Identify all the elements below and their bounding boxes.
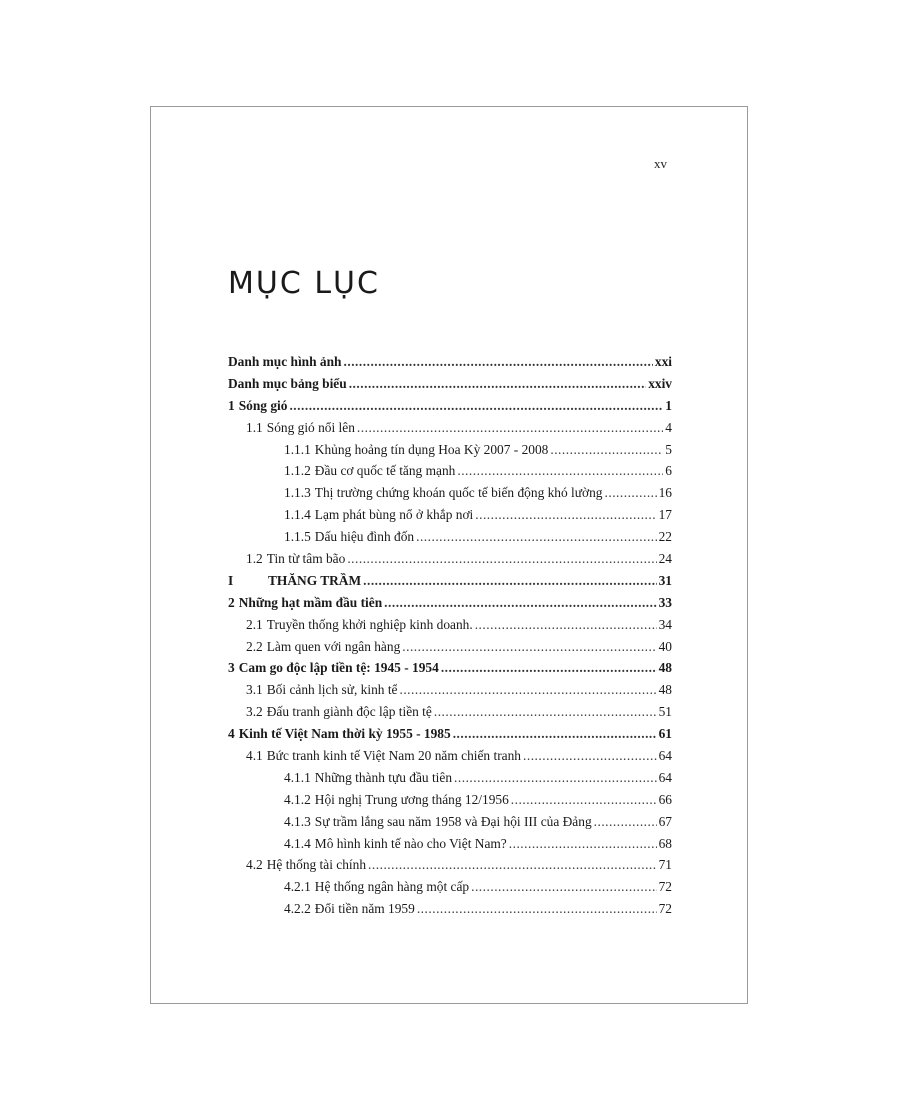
toc-entry-page: 72 (658, 901, 672, 917)
toc-entry-title: Cam go độc lập tiền tệ: 1945 - 1954 (238, 660, 439, 676)
toc-entry-number: 2.2 (246, 638, 263, 654)
toc-dot-leader (357, 420, 663, 436)
toc-entry-title: THĂNG TRẦM (268, 572, 362, 588)
toc-dot-leader (347, 551, 656, 567)
table-of-contents (228, 354, 672, 923)
toc-entry[interactable] (228, 879, 672, 901)
toc-entry[interactable] (228, 551, 672, 573)
toc-entry-title: Danh mục bảng biểu (228, 375, 347, 391)
toc-entry-page: 51 (658, 704, 672, 720)
toc-entry-title: Danh mục hình ảnh (228, 354, 342, 369)
toc-entry-title: Lạm phát bùng nổ ở khắp nơi (314, 507, 474, 523)
toc-entry-title: Những hạt mầm đầu tiên (238, 594, 383, 610)
toc-entry-number: 1.1.4 (284, 507, 311, 523)
toc-entry[interactable] (228, 376, 672, 398)
toc-entry-page: xxiv (648, 375, 672, 391)
toc-entry[interactable] (228, 857, 672, 879)
toc-entry-page: 64 (658, 748, 672, 764)
toc-entry-title: Làm quen với ngân hàng (266, 638, 401, 654)
toc-entry-page: 16 (658, 485, 672, 501)
toc-entry[interactable] (228, 573, 672, 595)
toc-entry-number: 4.1.2 (284, 791, 311, 807)
toc-entry[interactable] (228, 442, 672, 464)
toc-entry-page: 34 (658, 616, 672, 632)
toc-entry-number: 2.1 (246, 616, 263, 632)
toc-entry-title: Những thành tựu đầu tiên (314, 769, 453, 785)
toc-dot-leader (416, 529, 657, 545)
toc-title: MỤC LỤC (228, 266, 380, 301)
toc-entry-number: I (228, 572, 234, 588)
toc-entry-title: Tin từ tâm bão (266, 551, 346, 567)
toc-entry[interactable] (228, 770, 672, 792)
toc-dot-leader (344, 354, 653, 370)
toc-entry-page: 24 (658, 551, 672, 567)
toc-entry-page: 33 (658, 594, 672, 610)
toc-dot-leader (399, 682, 656, 698)
toc-entry-page: 4 (665, 419, 672, 435)
toc-entry-page: 22 (658, 529, 672, 545)
toc-entry[interactable] (228, 398, 672, 420)
toc-entry[interactable] (228, 726, 672, 748)
toc-entry-page: xxi (654, 354, 672, 369)
toc-entry-page: 61 (658, 726, 672, 742)
toc-entry-page: 71 (658, 857, 672, 873)
toc-dot-leader (349, 376, 646, 392)
toc-dot-leader (441, 660, 657, 676)
toc-entry-title: Truyền thống khởi nghiệp kinh doanh. (266, 616, 473, 632)
toc-dot-leader (453, 726, 657, 742)
toc-entry-title: Bối cảnh lịch sử, kinh tế (266, 682, 398, 698)
toc-entry-number: 1.1.1 (284, 441, 311, 457)
toc-entry-page: 72 (658, 879, 672, 895)
toc-dot-leader (289, 398, 663, 414)
toc-entry-page: 40 (658, 638, 672, 654)
toc-dot-leader (402, 639, 656, 655)
toc-entry-page: 5 (665, 441, 672, 457)
toc-entry-number: 4.1 (246, 748, 263, 764)
toc-entry-title: Kinh tế Việt Nam thời kỳ 1955 - 1985 (238, 726, 451, 742)
toc-entry-page: 64 (658, 769, 672, 785)
toc-dot-leader (454, 770, 657, 786)
toc-entry-title: Hệ thống ngân hàng một cấp (314, 879, 470, 895)
toc-entry-page: 48 (658, 660, 672, 676)
toc-entry-number: 1.1.2 (284, 463, 311, 479)
toc-entry[interactable] (228, 748, 672, 770)
toc-entry[interactable] (228, 682, 672, 704)
toc-dot-leader (368, 857, 657, 873)
toc-dot-leader (417, 901, 657, 917)
toc-dot-leader (475, 507, 656, 523)
toc-entry-number: 2 (228, 594, 235, 610)
toc-entry-number: 3 (228, 660, 235, 676)
toc-entry[interactable] (228, 507, 672, 529)
toc-entry-title: Đầu cơ quốc tế tăng mạnh (314, 463, 456, 479)
toc-entry-number: 4.1.3 (284, 813, 311, 829)
toc-entry-title: Sóng gió (238, 397, 288, 413)
toc-dot-leader (384, 595, 656, 611)
toc-entry-title: Sự trầm lắng sau năm 1958 và Đại hội III của Đảng (314, 813, 592, 829)
toc-entry[interactable] (228, 639, 672, 661)
toc-entry[interactable] (228, 792, 672, 814)
toc-dot-leader (457, 463, 663, 479)
toc-entry-number: 3.1 (246, 682, 263, 698)
toc-entry[interactable] (228, 420, 672, 442)
toc-entry-page: 1 (665, 397, 672, 413)
toc-entry-number: 4.2.1 (284, 879, 311, 895)
toc-entry[interactable] (228, 660, 672, 682)
toc-entry-page: 31 (658, 572, 672, 588)
toc-dot-leader (550, 442, 663, 458)
toc-dot-leader (363, 573, 656, 589)
toc-dot-leader (434, 704, 657, 720)
toc-entry-number: 1.1 (246, 419, 263, 435)
toc-entry[interactable] (228, 704, 672, 726)
toc-dot-leader (511, 792, 657, 808)
page-number: xv (654, 156, 667, 171)
toc-entry-number: 1 (228, 397, 235, 413)
toc-entry-number: 4.1.4 (284, 835, 311, 851)
toc-entry-title: Đổi tiền năm 1959 (314, 901, 415, 917)
toc-entry-title: Thị trường chứng khoán quốc tế biến động khó lường (314, 485, 603, 501)
toc-entry-title: Bức tranh kinh tế Việt Nam 20 năm chiến tranh (266, 748, 521, 764)
toc-dot-leader (509, 836, 657, 852)
toc-entry[interactable] (228, 901, 672, 923)
toc-entry[interactable] (228, 595, 672, 617)
toc-entry-number: 1.1.3 (284, 485, 311, 501)
toc-entry-page: 48 (658, 682, 672, 698)
toc-entry-number: 4 (228, 726, 235, 742)
toc-dot-leader (475, 617, 657, 633)
toc-entry-page: 67 (658, 813, 672, 829)
toc-dot-leader (605, 485, 657, 501)
toc-entry[interactable] (228, 836, 672, 858)
toc-entry-page: 17 (658, 507, 672, 523)
toc-entry[interactable] (228, 463, 672, 485)
toc-entry-number: 4.2 (246, 857, 263, 873)
toc-entry[interactable] (228, 354, 672, 376)
toc-entry-title: Dấu hiệu đình đốn (314, 529, 415, 545)
toc-dot-leader (471, 879, 657, 895)
toc-entry-number: 4.1.1 (284, 769, 311, 785)
toc-entry-title: Khủng hoảng tín dụng Hoa Kỳ 2007 - 2008 (314, 441, 549, 457)
toc-entry-title: Sóng gió nổi lên (266, 419, 355, 435)
toc-entry-title: Mô hình kinh tế nào cho Việt Nam? (314, 835, 507, 851)
toc-entry-number: 1.2 (246, 551, 263, 567)
toc-entry-page: 6 (665, 463, 672, 479)
toc-entry-title: Đấu tranh giành độc lập tiền tệ (266, 704, 432, 720)
toc-entry[interactable] (228, 485, 672, 507)
toc-entry-number: 4.2.2 (284, 901, 311, 917)
toc-entry-title: Hội nghị Trung ương tháng 12/1956 (314, 791, 509, 807)
toc-dot-leader (594, 814, 657, 830)
toc-entry-number: 1.1.5 (284, 529, 311, 545)
toc-entry-title: Hệ thống tài chính (266, 857, 367, 873)
toc-entry-page: 66 (658, 791, 672, 807)
toc-entry[interactable] (228, 617, 672, 639)
toc-dot-leader (523, 748, 657, 764)
toc-entry-number: 3.2 (246, 704, 263, 720)
toc-entry[interactable] (228, 529, 672, 551)
toc-entry-page: 68 (658, 835, 672, 851)
toc-entry[interactable] (228, 814, 672, 836)
